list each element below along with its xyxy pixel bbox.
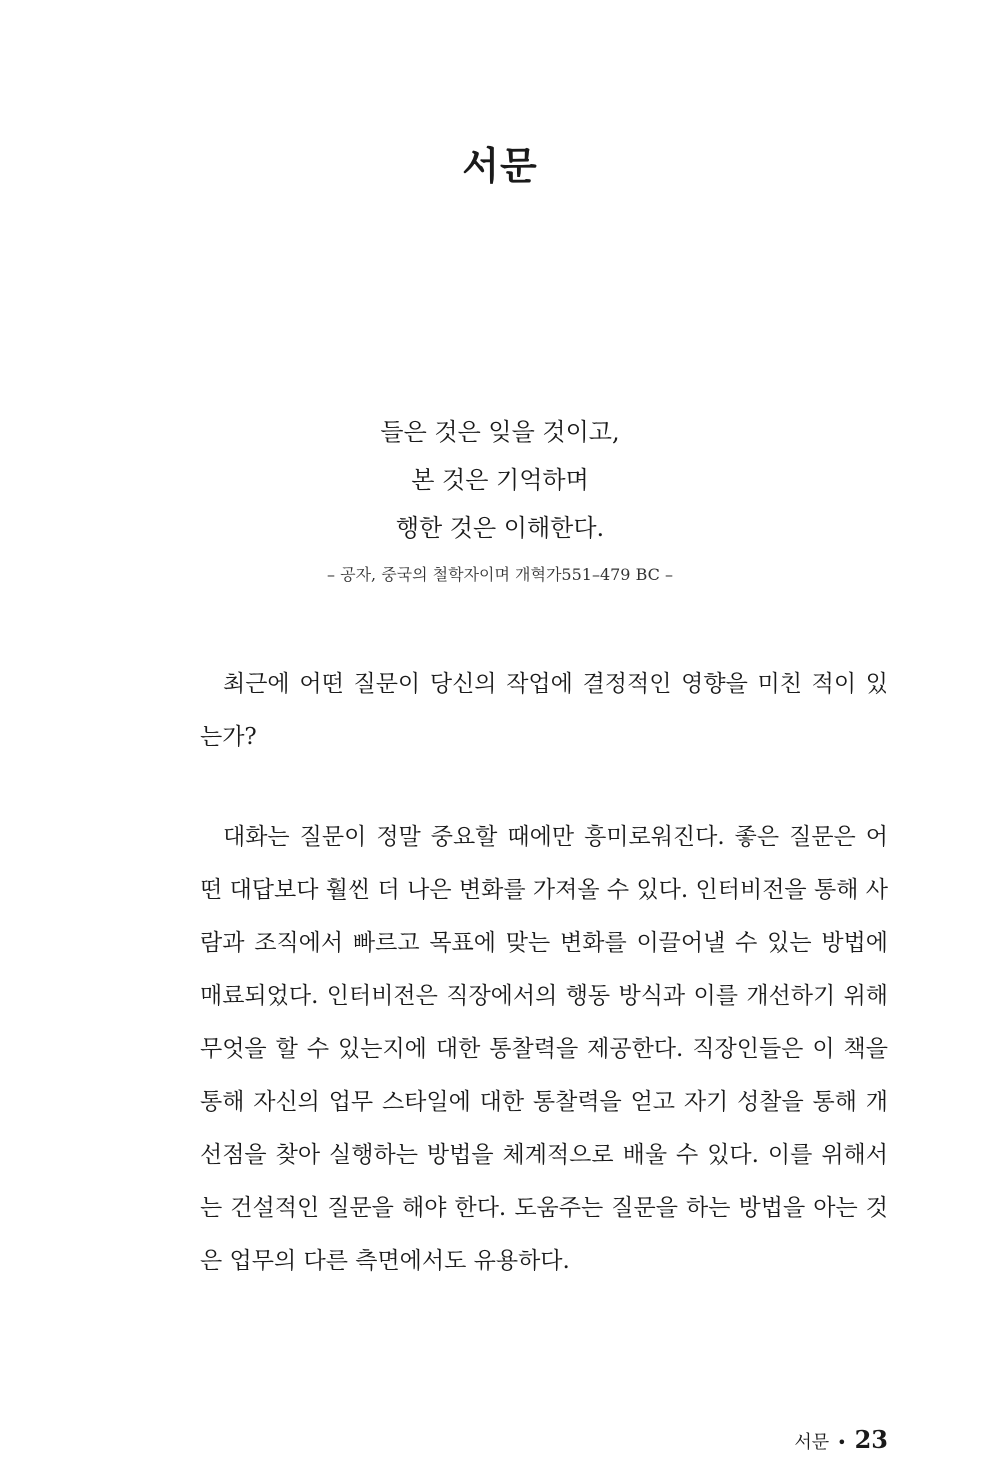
epigraph-line: 들은 것은 잊을 것이고, (380, 418, 620, 446)
page-title: 서문 (462, 143, 538, 188)
body-paragraph: 최근에 어떤 질문이 당신의 작업에 결정적인 영향을 미친 적이 있는가? (200, 671, 888, 750)
page-footer (794, 1425, 888, 1458)
running-header-label: 서문 (794, 1432, 830, 1453)
bullet-separator: • (837, 1433, 847, 1452)
page-number: 23 (854, 1425, 888, 1454)
epigraph-line: 본 것은 기억하며 (411, 466, 589, 494)
body-paragraph: 대화는 질문이 정말 중요할 때에만 흥미로워진다. 좋은 질문은 어떤 대답보다 훨씬 더 나은 변화를 가져올 수 있다. 인터비전을 통해 사람과 조직에서 빠르고 목표에 맞는 변화를 이끌어낼 수 있는 방법에 매료되었다. 인터비전은 직장에서의 행동 방식과 이를 개선하기 위해 무엇을 할 수 있는지에 대한 통찰력을 제공한다. 직장인들은 이 책을 통해 자신의 업무 스타일에 대한 통찰력을 얻고 자기 성찰을 통해 개선점을 찾아 실행하는 방법을 체계적으로 배울 수 있다. 이를 위해서는 건설적인 질문을 해야 한다. 도움주는 질문을 하는 방법을 아는 것은 업무의 다른 측면에서도 유용하다. (200, 824, 888, 1274)
epigraph-attribution: – 공자, 중국의 철학자이며 개혁가551–479 BC – (327, 565, 673, 584)
epigraph (0, 408, 1000, 588)
epigraph-line: 행한 것은 이해한다. (395, 514, 605, 542)
